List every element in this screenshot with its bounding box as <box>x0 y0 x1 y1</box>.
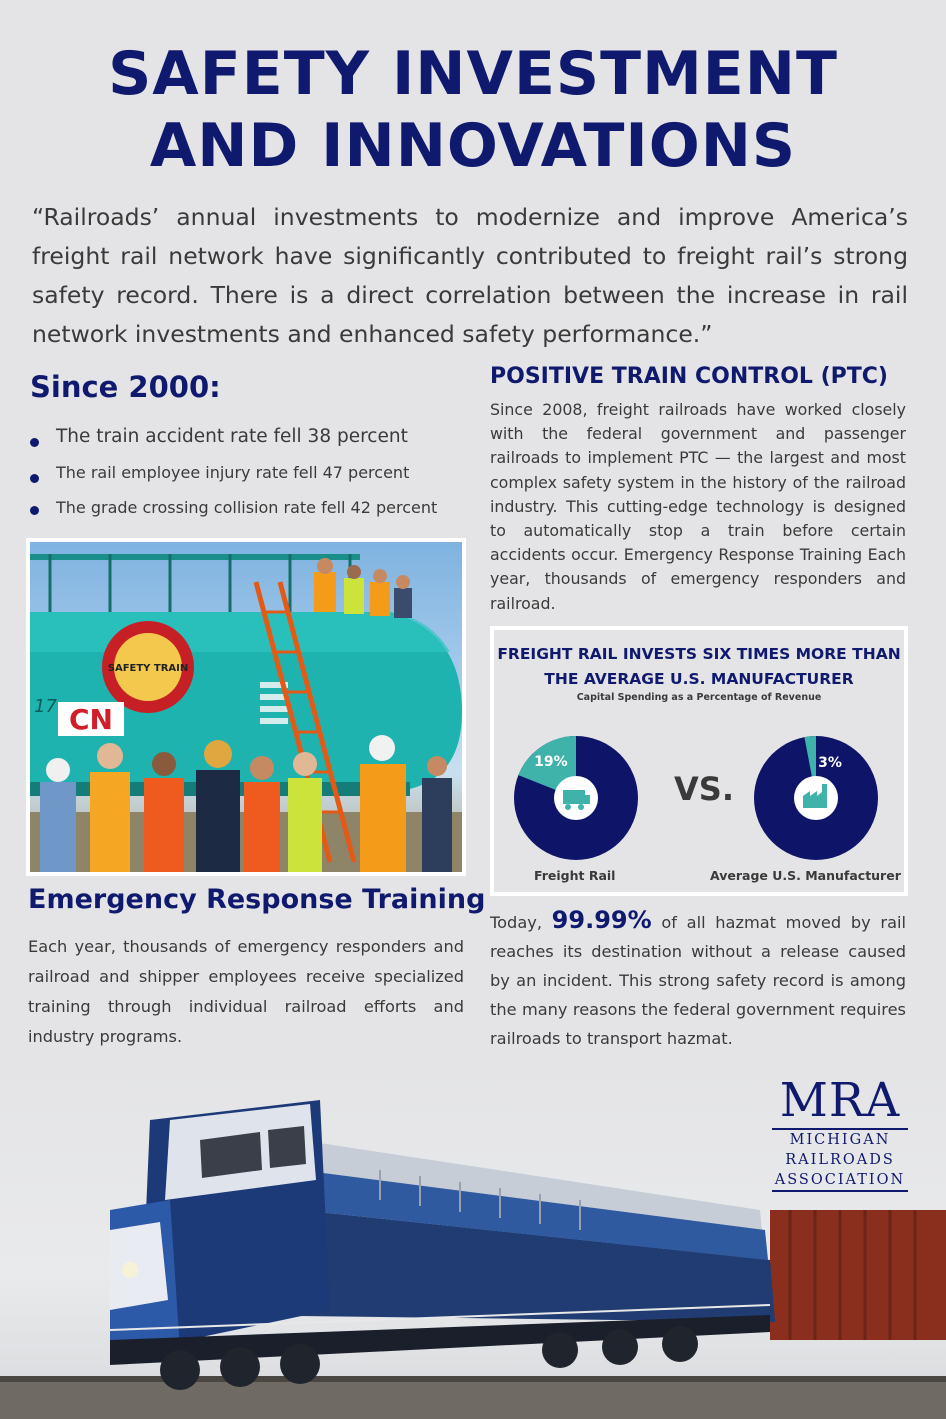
title-line-2: AND INNOVATIONS <box>149 111 797 181</box>
badge-text: SAFETY TRAIN <box>107 663 189 674</box>
list-item: The train accident rate fell 38 percent <box>30 424 437 460</box>
pie-2-value-label: 3% <box>818 755 842 771</box>
list-item: The grade crossing collision rate fell 42 percent <box>30 495 437 525</box>
list-item: The rail employee injury rate fell 47 percent <box>30 460 437 495</box>
chart-subtitle: Capital Spending as a Percentage of Revenue <box>576 692 822 703</box>
title-line-1: SAFETY INVESTMENT <box>108 39 838 109</box>
hazmat-body: of all hazmat moved by rail reaches its destination without a release caused by an incident. This strong safety record is among the many reasons the federal government requires railroads to transport hazmat. <box>490 913 907 1048</box>
ert-heading: Emergency Response Training <box>28 884 486 915</box>
intro-quote: “Railroads’ annual investments to modernize and improve America’s freight rail network have significantly contributed to freight rail’s strong safety record. There is a direct correlation between the increase in rail network investments and enhanced safety performance.” <box>32 203 908 348</box>
tank-car-illustration <box>30 542 462 872</box>
hazmat-prefix: Today, <box>490 913 552 932</box>
safety-train-photo <box>26 538 466 876</box>
since-2000-heading: Since 2000: <box>30 370 221 404</box>
chart-title-line-2: THE AVERAGE U.S. MANUFACTURER <box>544 670 854 688</box>
mra-logo <box>772 1073 908 1192</box>
tank-number: 17 <box>34 696 57 717</box>
ert-body: Each year, thousands of emergency responders and railroad and shipper employees receive specialized training through individual railroad efforts and industry programs. <box>28 937 464 1046</box>
chart-title-line-1: FREIGHT RAIL INVESTS SIX TIMES MORE THAN <box>497 645 901 663</box>
chart-title <box>494 642 904 692</box>
pie-1-value-label: 19% <box>534 754 568 771</box>
ptc-body: Since 2008, freight railroads have worked closely with the federal government and passenger railroads to implement PTC — the largest and most complex safety system in the history of the railroad industry. This cutting-edge technology is designed to automatically stop a train before certain accidents occur. Emergency Response Training Each year, thousands of emergency responders and railroad. <box>490 400 906 613</box>
since-2000-list <box>30 424 437 525</box>
chart-vs-label: VS. <box>674 770 734 808</box>
logo-line-2: RAILROADS <box>785 1152 895 1168</box>
logo-acronym: MRA <box>772 1076 908 1130</box>
pie-label-manufacturer: Average U.S. Manufacturer <box>710 868 901 883</box>
hazmat-percentage: 99.99% <box>551 906 652 934</box>
logo-line-3: ASSOCIATION <box>772 1170 908 1192</box>
pie-label-freight-rail: Freight Rail <box>534 868 616 883</box>
logo-line-1: MICHIGAN <box>789 1132 891 1148</box>
investment-chart <box>490 626 908 896</box>
cn-logo: CN <box>69 703 113 736</box>
ptc-heading: POSITIVE TRAIN CONTROL (PTC) <box>490 364 888 389</box>
page-title <box>0 38 946 182</box>
hazmat-paragraph <box>490 906 906 1053</box>
